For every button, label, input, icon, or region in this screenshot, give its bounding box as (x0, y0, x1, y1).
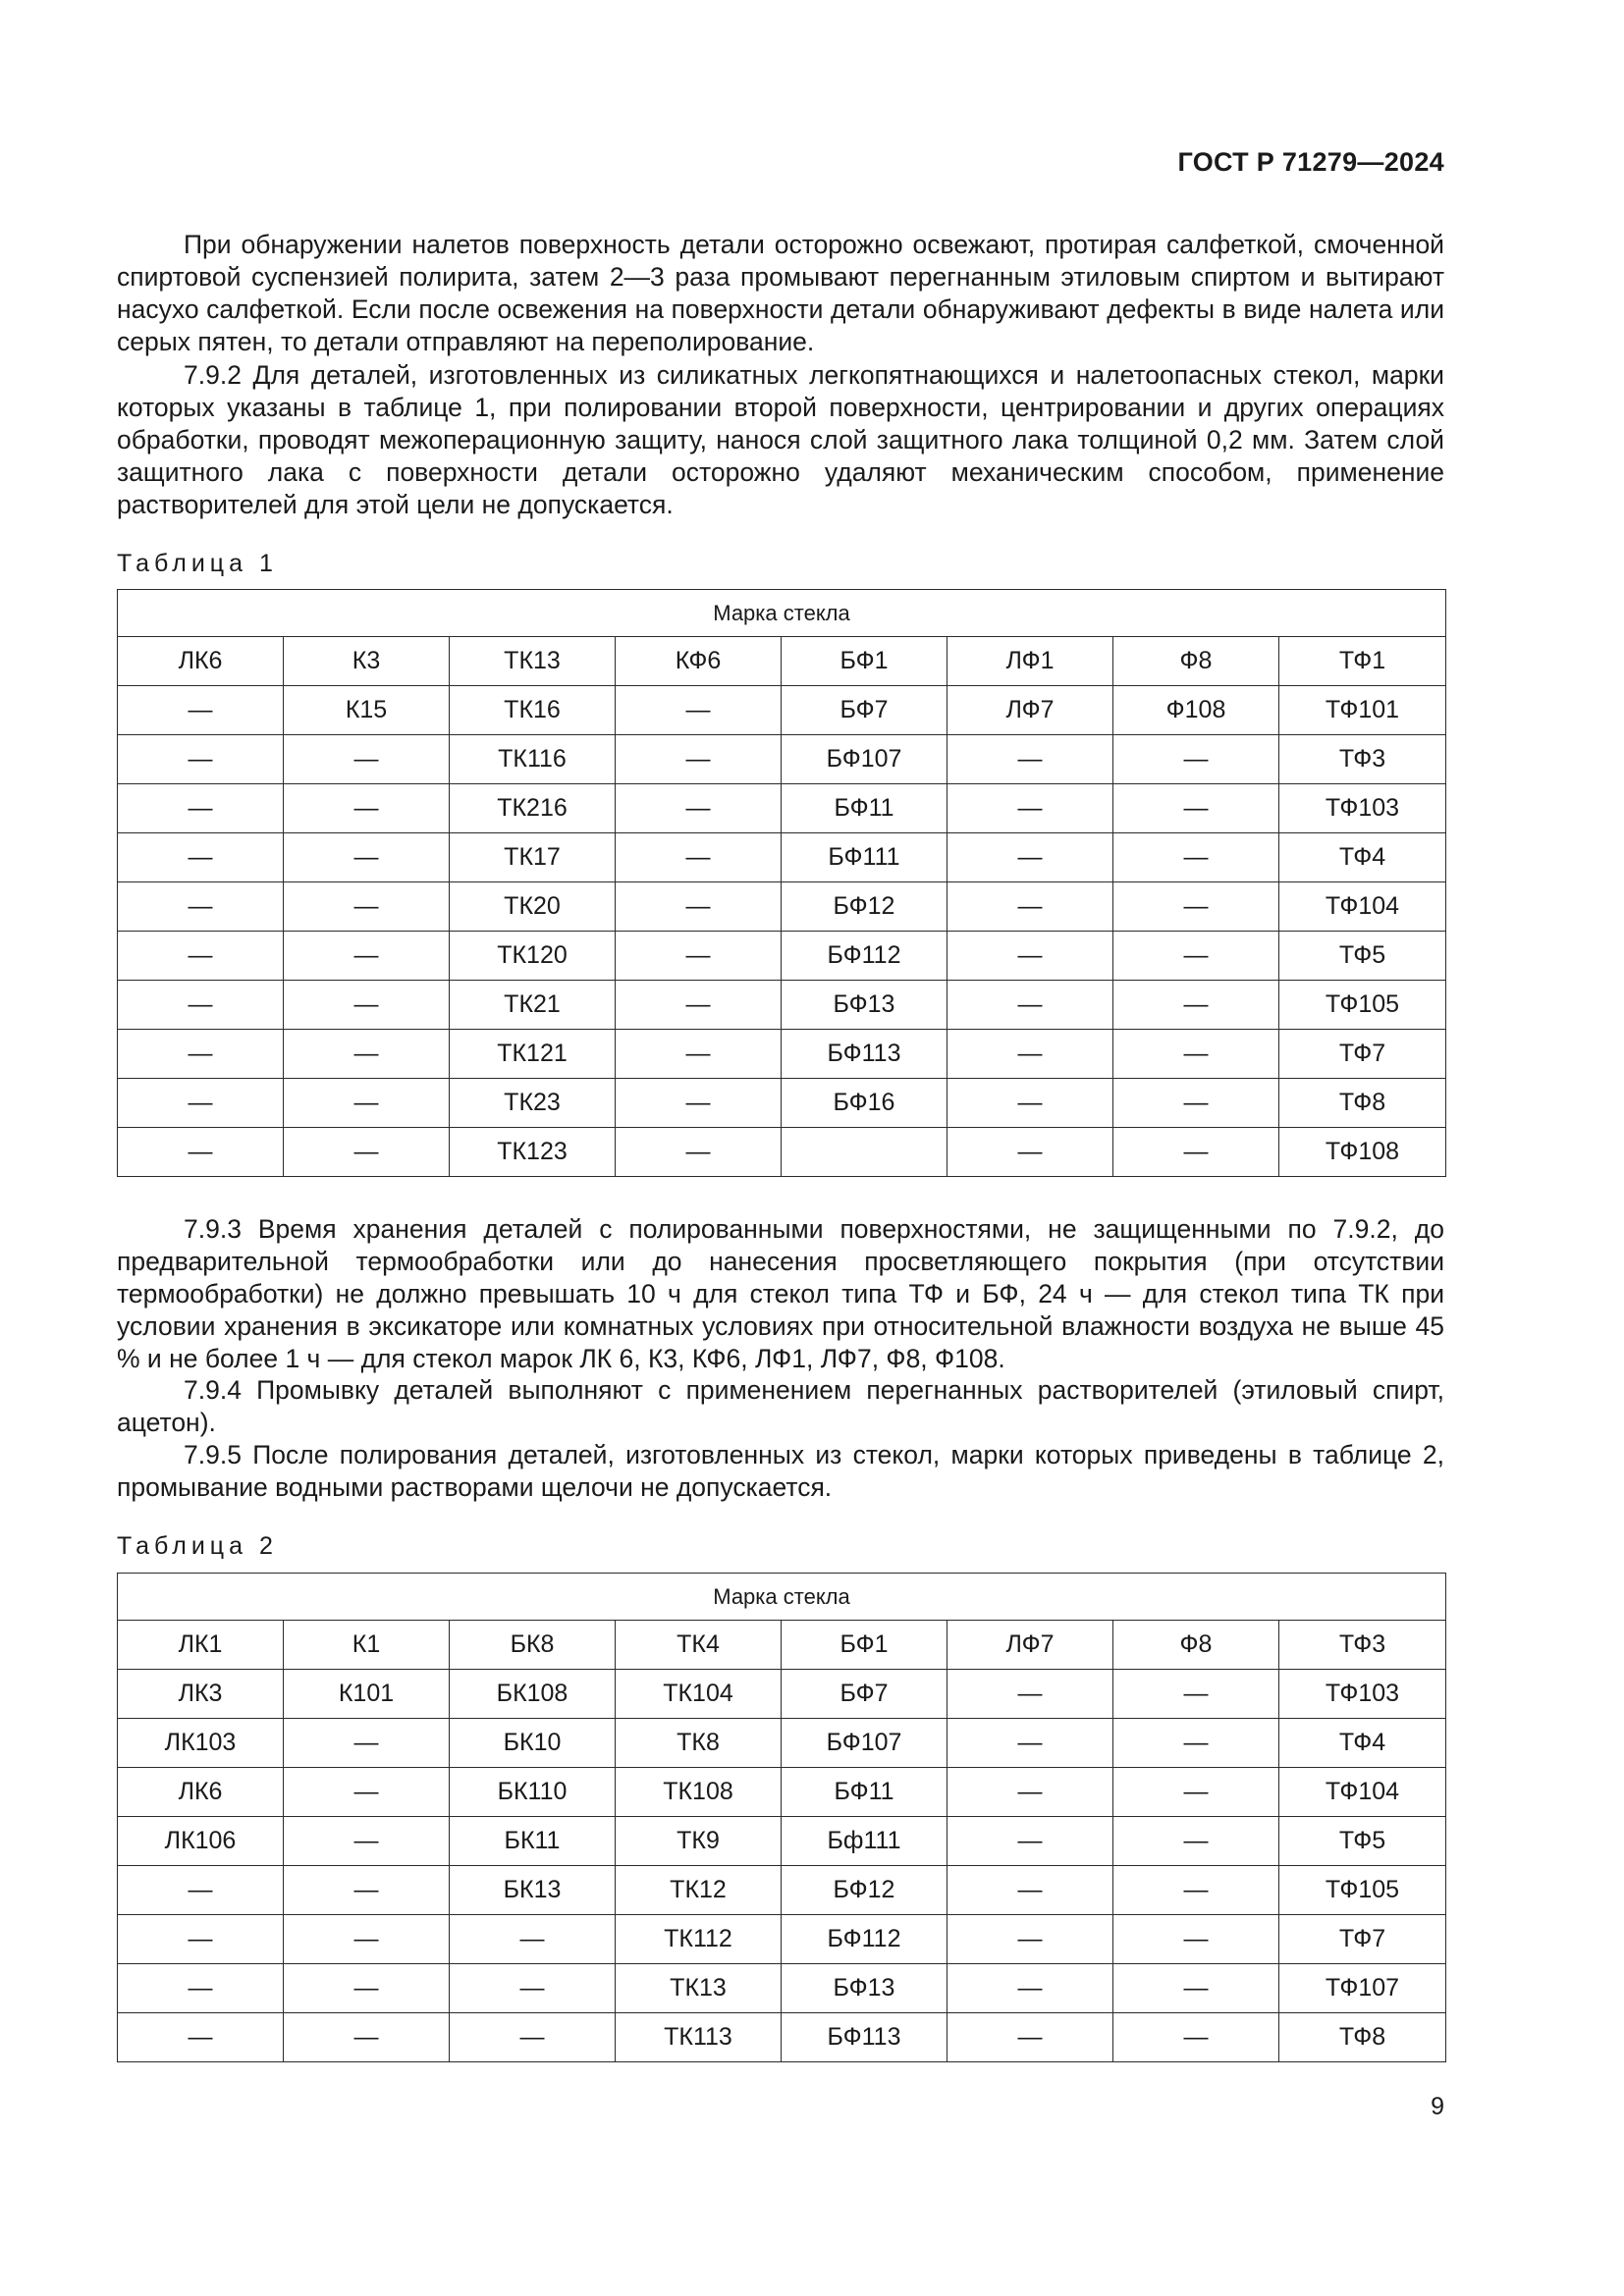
table-cell: — (1113, 1768, 1279, 1817)
table-cell: БФ13 (782, 1964, 947, 2013)
table-cell: БК110 (450, 1768, 616, 1817)
table-cell: ЛФ7 (947, 686, 1113, 735)
table-cell: БФ16 (782, 1079, 947, 1128)
table-cell: — (947, 784, 1113, 833)
table-row (118, 1964, 1446, 2013)
table-row (118, 882, 1446, 932)
table-cell: — (284, 1719, 450, 1768)
table-cell: — (947, 1079, 1113, 1128)
table-cell: — (947, 1817, 1113, 1866)
paragraph-7-9-3: 7.9.3 Время хранения деталей с полированными поверхностями, не защищенными по 7.9.2, до предварительной термообработки или до нанесения просветляющего покрытия (при отсутствии термообработки) не должно превышать 10 ч для стекол типа ТФ и БФ, 24 ч — для стекол типа ТК при условии хранения в эксикаторе или комнатных условиях при относительной влажности воздуха не выше 45 % и не более 1 ч — для стекол марок ЛК 6, К3, КФ6, ЛФ1, ЛФ7, Ф8, Ф108. (117, 1214, 1444, 1373)
table-cell: БФ7 (782, 1670, 947, 1719)
table-cell: — (947, 1670, 1113, 1719)
table-cell: ТК123 (450, 1128, 616, 1177)
table-cell: — (118, 882, 284, 932)
table-row (118, 2013, 1446, 2062)
table-cell: — (1113, 1964, 1279, 2013)
table-cell: ТК104 (616, 1670, 782, 1719)
table-cell: — (616, 1128, 782, 1177)
table-cell: ТК17 (450, 833, 616, 882)
table-cell: Ф8 (1113, 1621, 1279, 1670)
table-cell: ТК4 (616, 1621, 782, 1670)
paragraph-7-9-5: 7.9.5 После полирования деталей, изготовленных из стекол, марки которых приведены в таблице 2, промывание водными растворами щелочи не допускается. (117, 1440, 1444, 1502)
table-cell: — (1113, 981, 1279, 1030)
table-cell: ТФ108 (1279, 1128, 1446, 1177)
table-cell: — (1113, 1670, 1279, 1719)
table-header-row (118, 590, 1446, 637)
paragraph-7-9-2: 7.9.2 Для деталей, изготовленных из силикатных легкопятнающихся и налетоопасных стекол, марки которых указаны в таблице 1, при полировании второй поверхности, центрировании и других операциях обработки, проводят межоперационную защиту, нанося слой защитного лака толщиной 0,2 мм. Затем слой защитного лака с поверхности детали осторожно удаляют механическим способом, применение растворителей для этой цели не допускается. (117, 360, 1444, 519)
table-2-caption: Таблица 2 (117, 1532, 278, 1560)
table-row (118, 1915, 1446, 1964)
table-cell: — (118, 1030, 284, 1079)
table-row (118, 981, 1446, 1030)
table-row (118, 1079, 1446, 1128)
table-cell: — (118, 686, 284, 735)
table-cell: Бф111 (782, 1817, 947, 1866)
table-cell: ТК16 (450, 686, 616, 735)
table-cell: ЛФ1 (947, 637, 1113, 686)
table-cell: — (284, 932, 450, 981)
table-cell: — (450, 1964, 616, 2013)
table-cell: — (118, 2013, 284, 2062)
table-cell: БФ11 (782, 1768, 947, 1817)
table-1 (117, 589, 1446, 1177)
table-row (118, 1817, 1446, 1866)
table-cell: — (1113, 932, 1279, 981)
table-cell: — (118, 833, 284, 882)
table-cell: — (1113, 1079, 1279, 1128)
table-row (118, 784, 1446, 833)
table-cell: ТФ103 (1279, 1670, 1446, 1719)
table-row (118, 1719, 1446, 1768)
table-cell: ЛК103 (118, 1719, 284, 1768)
table-cell: — (1113, 1719, 1279, 1768)
table-cell: — (118, 981, 284, 1030)
table-cell: ТФ104 (1279, 1768, 1446, 1817)
table-cell: ТФ3 (1279, 1621, 1446, 1670)
table-cell: — (616, 784, 782, 833)
table-cell: БФ113 (782, 1030, 947, 1079)
table-cell: — (118, 1964, 284, 2013)
table-cell: — (284, 1030, 450, 1079)
table-cell: — (284, 735, 450, 784)
table-cell: — (284, 1128, 450, 1177)
table-cell: БФ112 (782, 932, 947, 981)
table-cell: — (118, 1915, 284, 1964)
table-cell: — (947, 1768, 1113, 1817)
table-cell: БФ11 (782, 784, 947, 833)
table-cell: — (947, 882, 1113, 932)
document-id-header: ГОСТ Р 71279—2024 (1177, 147, 1444, 177)
table-cell: ТК116 (450, 735, 616, 784)
table-cell: — (284, 1079, 450, 1128)
table-cell: — (284, 784, 450, 833)
table-cell: ТК113 (616, 2013, 782, 2062)
table-cell: — (616, 981, 782, 1030)
table-cell: ЛК6 (118, 637, 284, 686)
table-cell: — (616, 1079, 782, 1128)
table-cell: — (1113, 735, 1279, 784)
table-cell: ТФ8 (1279, 2013, 1446, 2062)
table-cell: — (284, 981, 450, 1030)
table-cell: — (947, 735, 1113, 784)
table-cell: — (616, 1030, 782, 1079)
table-cell: ТФ8 (1279, 1079, 1446, 1128)
table-cell: ТК12 (616, 1866, 782, 1915)
table-cell: Ф8 (1113, 637, 1279, 686)
table-cell: К15 (284, 686, 450, 735)
table-row (118, 686, 1446, 735)
table-cell: КФ6 (616, 637, 782, 686)
table-cell: — (284, 1866, 450, 1915)
table-cell: БФ7 (782, 686, 947, 735)
table-header-cell: Марка стекла (118, 590, 1446, 637)
table-cell: ТК23 (450, 1079, 616, 1128)
table-cell: — (1113, 1128, 1279, 1177)
table-cell: ТК21 (450, 981, 616, 1030)
table-cell: ТК9 (616, 1817, 782, 1866)
table-cell: ЛК106 (118, 1817, 284, 1866)
table-cell: БФ113 (782, 2013, 947, 2062)
table-2 (117, 1573, 1446, 2062)
table-cell: БФ12 (782, 882, 947, 932)
table-cell: БК13 (450, 1866, 616, 1915)
table-cell: — (947, 833, 1113, 882)
table-cell: — (616, 686, 782, 735)
table-cell: ТФ3 (1279, 735, 1446, 784)
table-cell: — (616, 833, 782, 882)
table-cell: К101 (284, 1670, 450, 1719)
table-cell: — (947, 981, 1113, 1030)
table-cell: — (947, 1866, 1113, 1915)
table-cell: ТК13 (616, 1964, 782, 2013)
table-row (118, 1866, 1446, 1915)
table-cell: — (118, 784, 284, 833)
table-cell: ТК112 (616, 1915, 782, 1964)
table-cell: Ф108 (1113, 686, 1279, 735)
table-cell: ЛФ7 (947, 1621, 1113, 1670)
table-cell: ЛК3 (118, 1670, 284, 1719)
table-cell: — (947, 1964, 1113, 2013)
table-cell: ТК216 (450, 784, 616, 833)
table-cell: — (1113, 833, 1279, 882)
table-row (118, 637, 1446, 686)
table-cell: ТФ104 (1279, 882, 1446, 932)
table-cell: — (118, 1128, 284, 1177)
table-row (118, 1030, 1446, 1079)
table-cell: — (947, 1915, 1113, 1964)
table-cell: — (284, 882, 450, 932)
table-cell: — (284, 1915, 450, 1964)
table-cell: ТФ103 (1279, 784, 1446, 833)
table-cell: — (118, 932, 284, 981)
table-cell: — (947, 1719, 1113, 1768)
table-cell: БФ107 (782, 735, 947, 784)
table-cell: — (284, 2013, 450, 2062)
table-cell: БФ107 (782, 1719, 947, 1768)
table-cell: — (284, 1964, 450, 2013)
table-cell: БФ112 (782, 1915, 947, 1964)
table-header-row (118, 1574, 1446, 1621)
table-cell: — (1113, 2013, 1279, 2062)
table-cell: ТФ7 (1279, 1915, 1446, 1964)
paragraph-7-9-4: 7.9.4 Промывку деталей выполняют с применением перегнанных растворителей (этиловый спирт, ацетон). (117, 1375, 1444, 1437)
table-row (118, 1621, 1446, 1670)
table-cell: — (1113, 1817, 1279, 1866)
table-cell: ЛК1 (118, 1621, 284, 1670)
table-cell: БК8 (450, 1621, 616, 1670)
table-cell: — (1113, 1866, 1279, 1915)
table-cell: — (450, 1915, 616, 1964)
table-cell: — (1113, 1915, 1279, 1964)
table-cell: — (616, 735, 782, 784)
table-cell: ТК120 (450, 932, 616, 981)
table-cell: ЛК6 (118, 1768, 284, 1817)
table-row (118, 932, 1446, 981)
table-cell: ТФ101 (1279, 686, 1446, 735)
table-header-cell: Марка стекла (118, 1574, 1446, 1621)
table-cell: — (947, 932, 1113, 981)
table-cell: — (284, 833, 450, 882)
table-cell (782, 1128, 947, 1177)
table-row (118, 833, 1446, 882)
table-cell: — (616, 882, 782, 932)
paragraph-deposits: При обнаружении налетов поверхность детали осторожно освежают, протирая салфеткой, смоченной спиртовой суспензией полирита, затем 2—3 раза промывают перегнанным этиловым спиртом и вытирают насухо салфеткой. Если после освежения на поверхности детали обнаруживают дефекты в виде налета или серых пятен, то детали отправляют на переполирование. (117, 230, 1444, 356)
table-row (118, 1128, 1446, 1177)
table-1-caption: Таблица 1 (117, 550, 278, 577)
table-cell: — (616, 932, 782, 981)
table-cell: ТК108 (616, 1768, 782, 1817)
table-cell: ТФ5 (1279, 1817, 1446, 1866)
table-cell: ТФ4 (1279, 1719, 1446, 1768)
table-cell: БФ13 (782, 981, 947, 1030)
table-cell: ТФ105 (1279, 981, 1446, 1030)
table-cell: К3 (284, 637, 450, 686)
table-cell: — (947, 2013, 1113, 2062)
table-cell: — (1113, 1030, 1279, 1079)
table-cell: — (118, 735, 284, 784)
table-row (118, 1768, 1446, 1817)
table-cell: БК11 (450, 1817, 616, 1866)
table-cell: — (284, 1768, 450, 1817)
table-cell: ТФ5 (1279, 932, 1446, 981)
table-cell: ТК20 (450, 882, 616, 932)
table-cell: — (284, 1817, 450, 1866)
table-cell: — (1113, 882, 1279, 932)
table-cell: ТК121 (450, 1030, 616, 1079)
table-cell: ТФ105 (1279, 1866, 1446, 1915)
table-cell: К1 (284, 1621, 450, 1670)
table-cell: БФ12 (782, 1866, 947, 1915)
page-number: 9 (1431, 2093, 1444, 2120)
table-row (118, 1670, 1446, 1719)
table-cell: БФ111 (782, 833, 947, 882)
table-cell: БФ1 (782, 637, 947, 686)
table-cell: — (947, 1030, 1113, 1079)
table-cell: ТК13 (450, 637, 616, 686)
table-row (118, 735, 1446, 784)
table-cell: БК10 (450, 1719, 616, 1768)
table-cell: БК108 (450, 1670, 616, 1719)
table-cell: — (1113, 784, 1279, 833)
table-cell: — (947, 1128, 1113, 1177)
table-cell: ТФ7 (1279, 1030, 1446, 1079)
table-cell: ТФ1 (1279, 637, 1446, 686)
table-cell: — (118, 1866, 284, 1915)
table-cell: ТФ4 (1279, 833, 1446, 882)
table-cell: БФ1 (782, 1621, 947, 1670)
table-cell: — (450, 2013, 616, 2062)
table-cell: — (118, 1079, 284, 1128)
table-cell: ТК8 (616, 1719, 782, 1768)
table-cell: ТФ107 (1279, 1964, 1446, 2013)
